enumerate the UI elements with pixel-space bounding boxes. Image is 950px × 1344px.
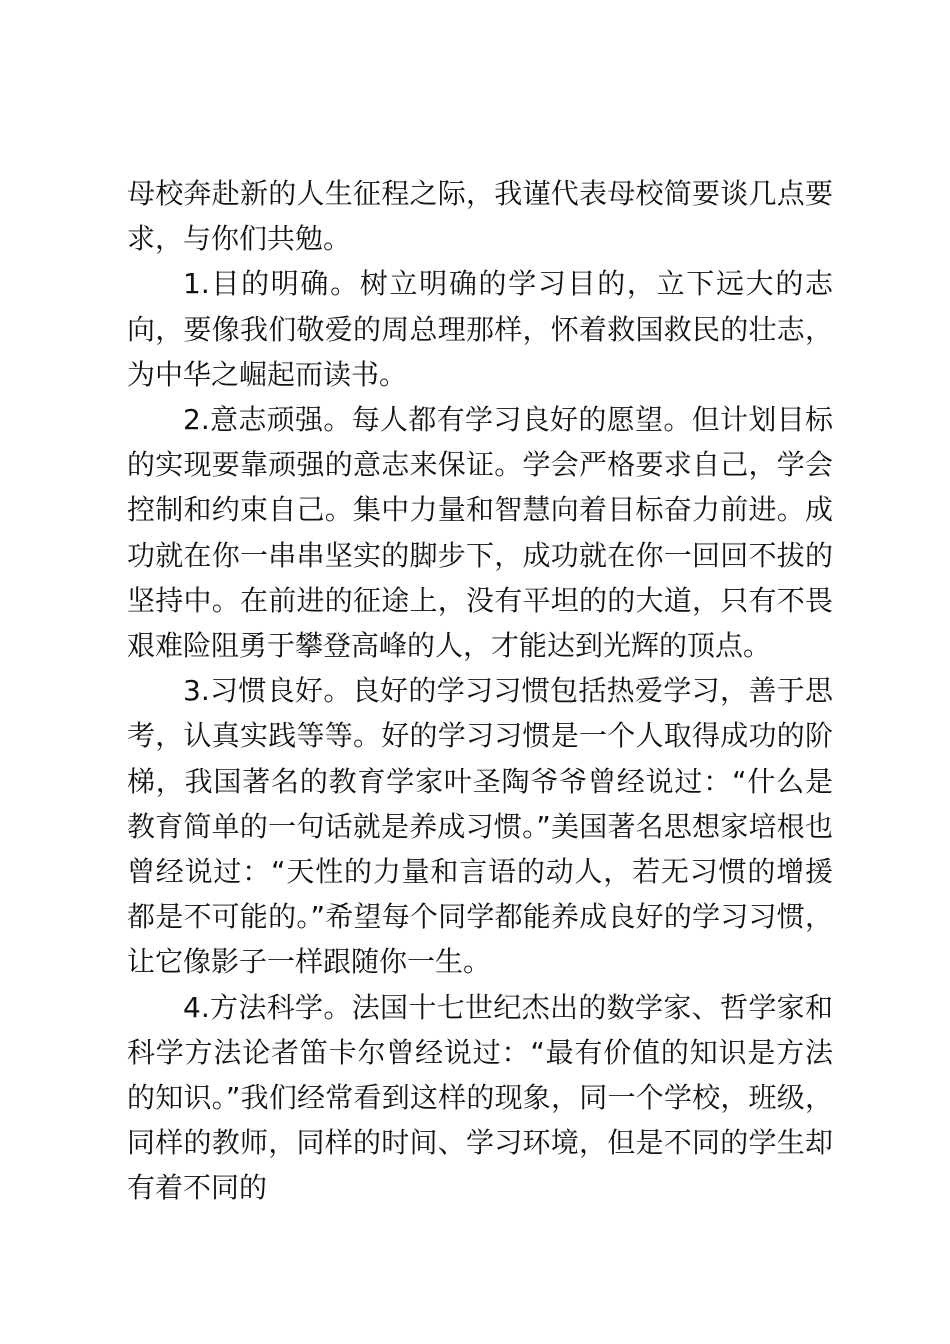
paragraph-point-4: 4.方法科学。法国十七世纪杰出的数学家、哲学家和科学方法论者笛卡尔曾经说过：“最有价值的知识是方法的知识。”我们经常看到这样的现象，同一个学校，班级，同样的教师，同样的时间、学习环境，但是不同的学生却有着不同的 — [127, 990, 833, 1205]
paragraph-intro: 母校奔赴新的人生征程之际，我谨代表母校简要谈几点要求，与你们共勉。 — [127, 177, 833, 256]
paragraph-point-3: 3.习惯良好。良好的学习习惯包括热爱学习，善于思考，认真实践等等。好的学习习惯是一个人取得成功的阶梯，我国著名的教育学家叶圣陶爷爷曾经说过：“什么是教育简单的一句话就是养成习惯。”美国著名思想家培根也曾经说过：“天性的力量和言语的动人，若无习惯的增援都是不可能的。”希望每个同学都能养成良好的学习习惯，让它像影子一样跟随你一生。 — [127, 674, 833, 979]
paragraph-point-2: 2.意志顽强。每人都有学习良好的愿望。但计划目标的实现要靠顽强的意志来保证。学会严格要求自己，学会控制和约束自己。集中力量和智慧向着目标奋力前进。成功就在你一串串坚实的脚步下，成功就在你一回回不拔的坚持中。在前进的征途上，没有平坦的的大道，只有不畏艰难险阻勇于攀登高峰的人，才能达到光辉的顶点。 — [127, 403, 833, 663]
paragraph-point-1: 1.目的明确。树立明确的学习目的，立下远大的志向，要像我们敬爱的周总理那样，怀着救国救民的壮志，为中华之崛起而读书。 — [127, 267, 833, 391]
document-body — [127, 171, 833, 1211]
